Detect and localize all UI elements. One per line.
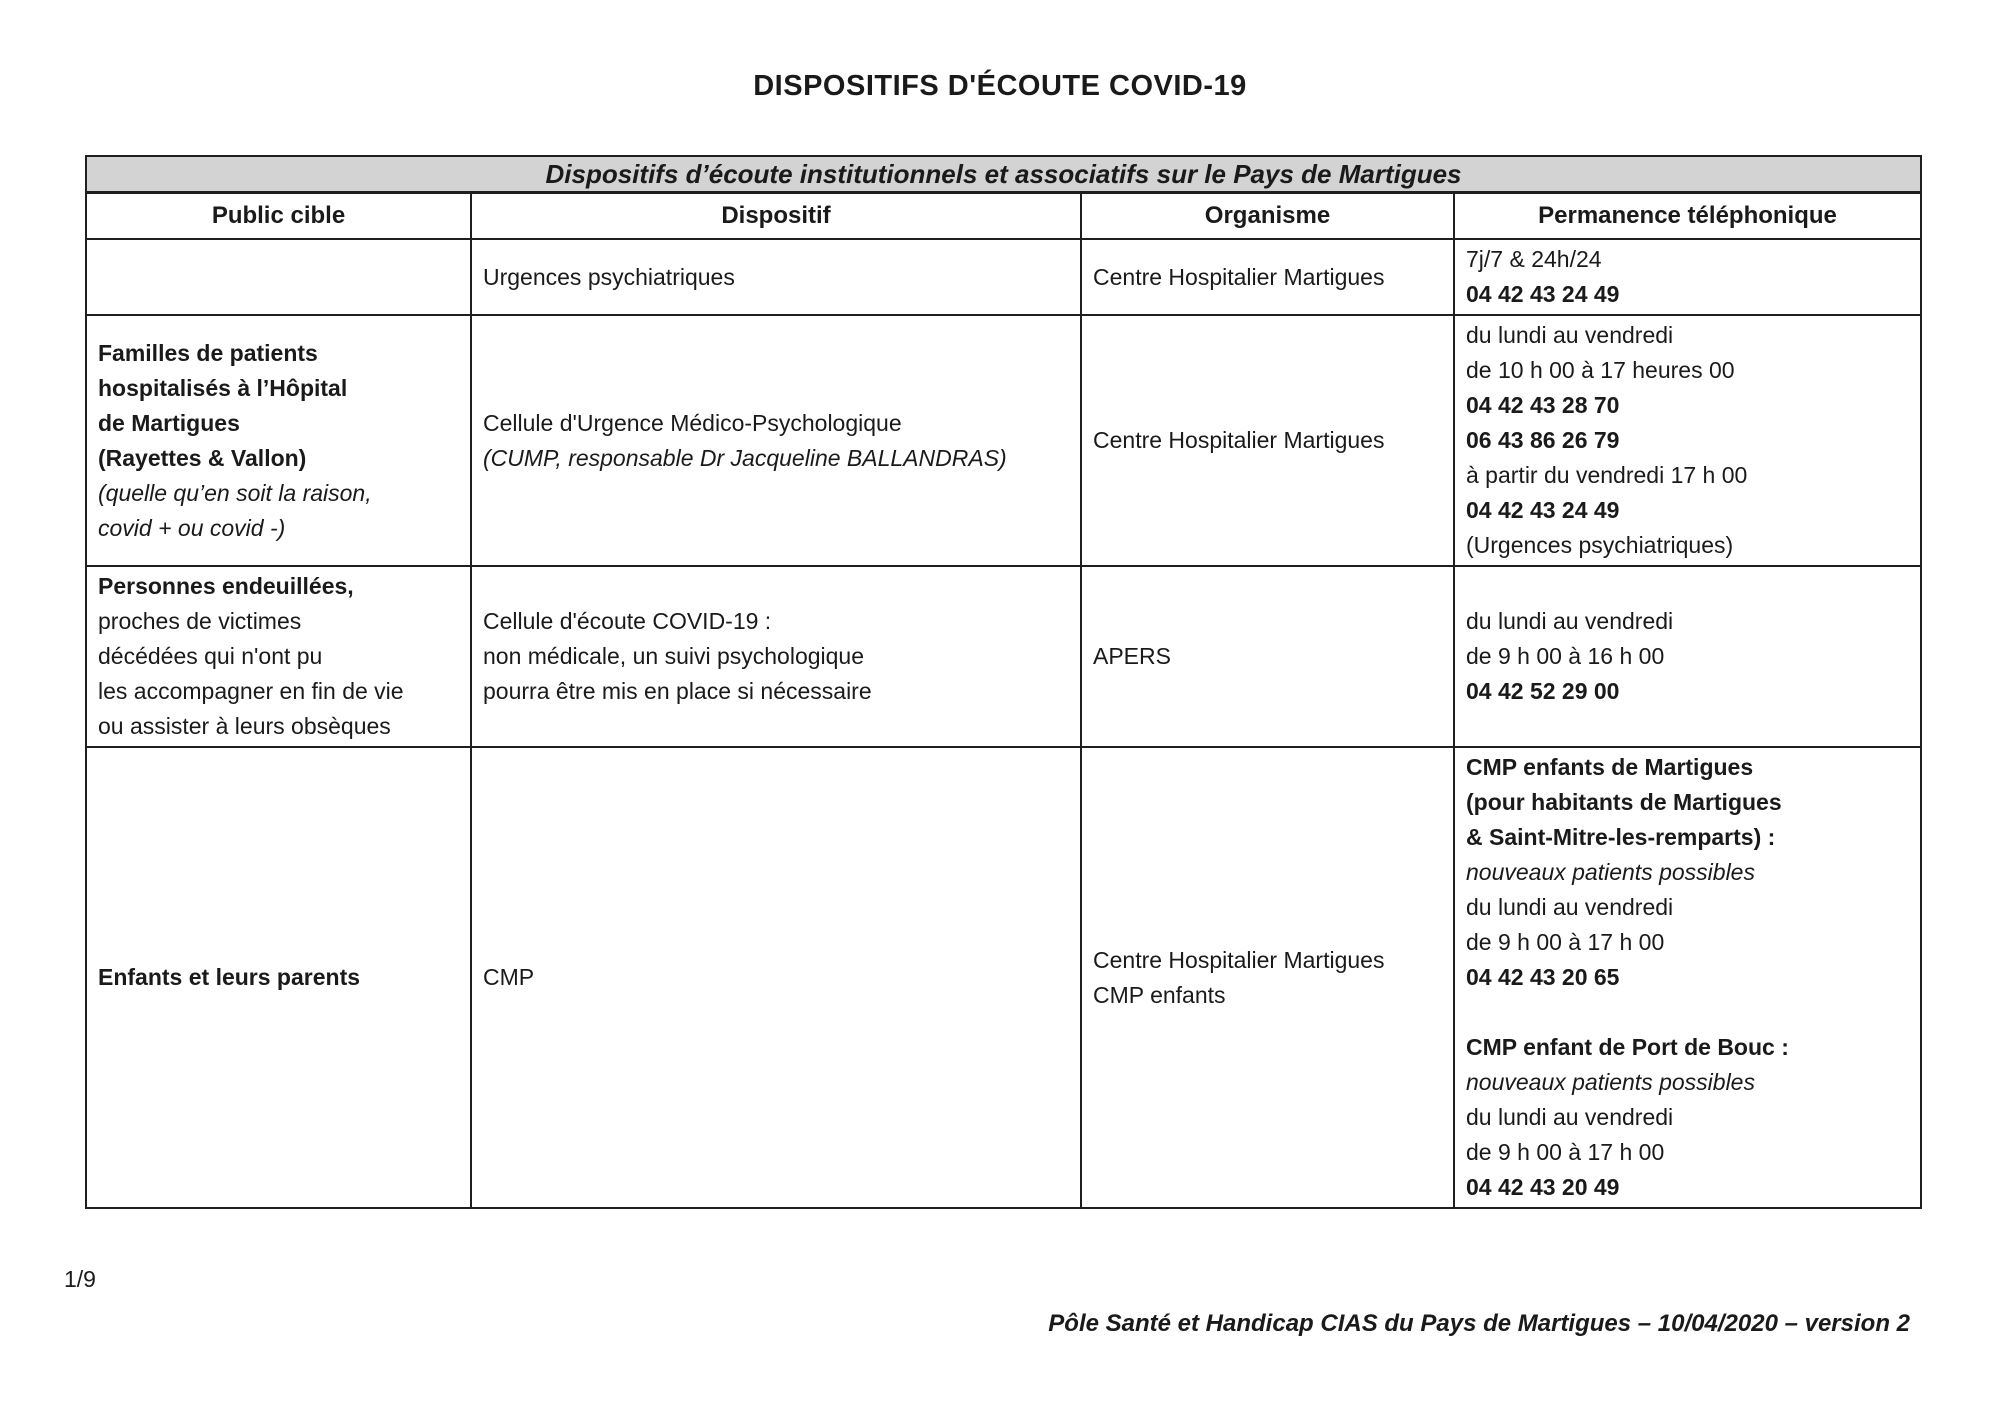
table-cell <box>86 566 471 747</box>
cell-line: APERS <box>1093 643 1171 669</box>
cell-line: 04 42 43 24 49 <box>1466 281 1620 307</box>
table-cell <box>471 566 1081 747</box>
cell-line: 06 43 86 26 79 <box>1466 427 1620 453</box>
cell-line: CMP enfants de Martigues <box>1466 754 1754 780</box>
table-cell <box>1454 566 1921 747</box>
cell-line: de 9 h 00 à 17 h 00 <box>1466 1139 1665 1165</box>
cell-line: du lundi au vendredi <box>1466 608 1674 634</box>
table-row <box>86 239 1921 315</box>
document-footer: Pôle Santé et Handicap CIAS du Pays de Martigues – 10/04/2020 – version 2 <box>1048 1310 1910 1337</box>
cell-line: Centre Hospitalier Martigues <box>1093 427 1385 453</box>
table-cell <box>471 239 1081 315</box>
cell-line: (quelle qu’en soit la raison, <box>98 479 372 506</box>
cell-line: à partir du vendredi 17 h 00 <box>1466 462 1748 488</box>
cell-line: ou assister à leurs obsèques <box>98 713 391 739</box>
cell-line: CMP <box>483 964 535 990</box>
table-body <box>86 239 1921 1208</box>
table-row <box>86 315 1921 566</box>
table-header-row <box>86 193 1921 240</box>
cell-line: du lundi au vendredi <box>1466 894 1674 920</box>
table-cell <box>471 315 1081 566</box>
cell-line: (Rayettes & Vallon) <box>98 444 307 471</box>
cell-line: 04 42 43 24 49 <box>1466 497 1620 523</box>
page-number: 1/9 <box>64 1266 96 1292</box>
column-header-organisme: Organisme <box>1081 193 1454 240</box>
table-row <box>86 747 1921 1208</box>
cell-line: Personnes endeuillées, <box>98 573 354 599</box>
cell-line: hospitalisés à l’Hôpital <box>98 374 348 401</box>
cell-line: Urgences psychiatriques <box>483 263 735 290</box>
cell-line: de 10 h 00 à 17 heures 00 <box>1466 357 1735 383</box>
cell-line: les accompagner en fin de vie <box>98 678 404 704</box>
cell-line: de Martigues <box>98 409 240 436</box>
cell-line: non médicale, un suivi psychologique <box>483 643 865 669</box>
cell-line: CMP enfant de Port de Bouc : <box>1466 1034 1789 1060</box>
cell-line: décédées qui n'ont pu <box>98 643 323 669</box>
table-row <box>86 566 1921 747</box>
table-cell <box>471 747 1081 1208</box>
cell-line: du lundi au vendredi <box>1466 1104 1674 1130</box>
column-header-dispositif: Dispositif <box>471 193 1081 240</box>
cell-line: nouveaux patients possibles <box>1466 1069 1755 1095</box>
table-cell <box>86 239 471 315</box>
cell-line: de 9 h 00 à 17 h 00 <box>1466 929 1665 955</box>
table-cell <box>1081 566 1454 747</box>
cell-line: CMP enfants <box>1093 981 1226 1008</box>
table-caption-row <box>86 156 1921 193</box>
table-cell <box>1454 239 1921 315</box>
cell-line: (CUMP, responsable Dr Jacqueline BALLANDRAS) <box>483 444 1007 471</box>
table-cell <box>1454 315 1921 566</box>
cell-line: Enfants et leurs parents <box>98 964 361 990</box>
cell-line: (pour habitants de Martigues <box>1466 789 1782 815</box>
cell-line: pourra être mis en place si nécessaire <box>483 678 872 704</box>
table-cell <box>1081 747 1454 1208</box>
table-caption: Dispositifs d’écoute institutionnels et associatifs sur le Pays de Martigues <box>86 156 1921 193</box>
cell-line: 04 42 52 29 00 <box>1466 678 1620 704</box>
cell-line: Cellule d'Urgence Médico-Psychologique <box>483 409 902 436</box>
cell-line: nouveaux patients possibles <box>1466 859 1755 885</box>
cell-line: de 9 h 00 à 16 h 00 <box>1466 643 1665 669</box>
cell-line: 04 42 43 20 65 <box>1466 964 1620 990</box>
page-title: DISPOSITIFS D'ÉCOUTE COVID-19 <box>753 70 1247 102</box>
cell-line: 04 42 43 28 70 <box>1466 392 1620 418</box>
table-cell <box>1454 747 1921 1208</box>
table-cell <box>1081 239 1454 315</box>
cell-line: 04 42 43 20 49 <box>1466 1174 1620 1200</box>
cell-line: Centre Hospitalier Martigues <box>1093 946 1385 973</box>
column-header-public-cible: Public cible <box>86 193 471 240</box>
dispositifs-table <box>85 155 1922 1209</box>
cell-line: 7j/7 & 24h/24 <box>1466 246 1602 272</box>
table-cell <box>86 747 471 1208</box>
cell-line: covid + ou covid -) <box>98 514 286 541</box>
cell-line: proches de victimes <box>98 608 302 634</box>
cell-line: & Saint-Mitre-les-remparts) : <box>1466 824 1776 850</box>
cell-line <box>1466 995 1909 1030</box>
table-cell <box>1081 315 1454 566</box>
cell-line: (Urgences psychiatriques) <box>1466 532 1734 558</box>
cell-line: Cellule d'écoute COVID-19 : <box>483 608 772 634</box>
table-cell <box>86 315 471 566</box>
cell-line: du lundi au vendredi <box>1466 322 1674 348</box>
cell-line: Centre Hospitalier Martigues <box>1093 263 1385 290</box>
cell-line: Familles de patients <box>98 339 318 366</box>
column-header-permanence: Permanence téléphonique <box>1454 193 1921 240</box>
